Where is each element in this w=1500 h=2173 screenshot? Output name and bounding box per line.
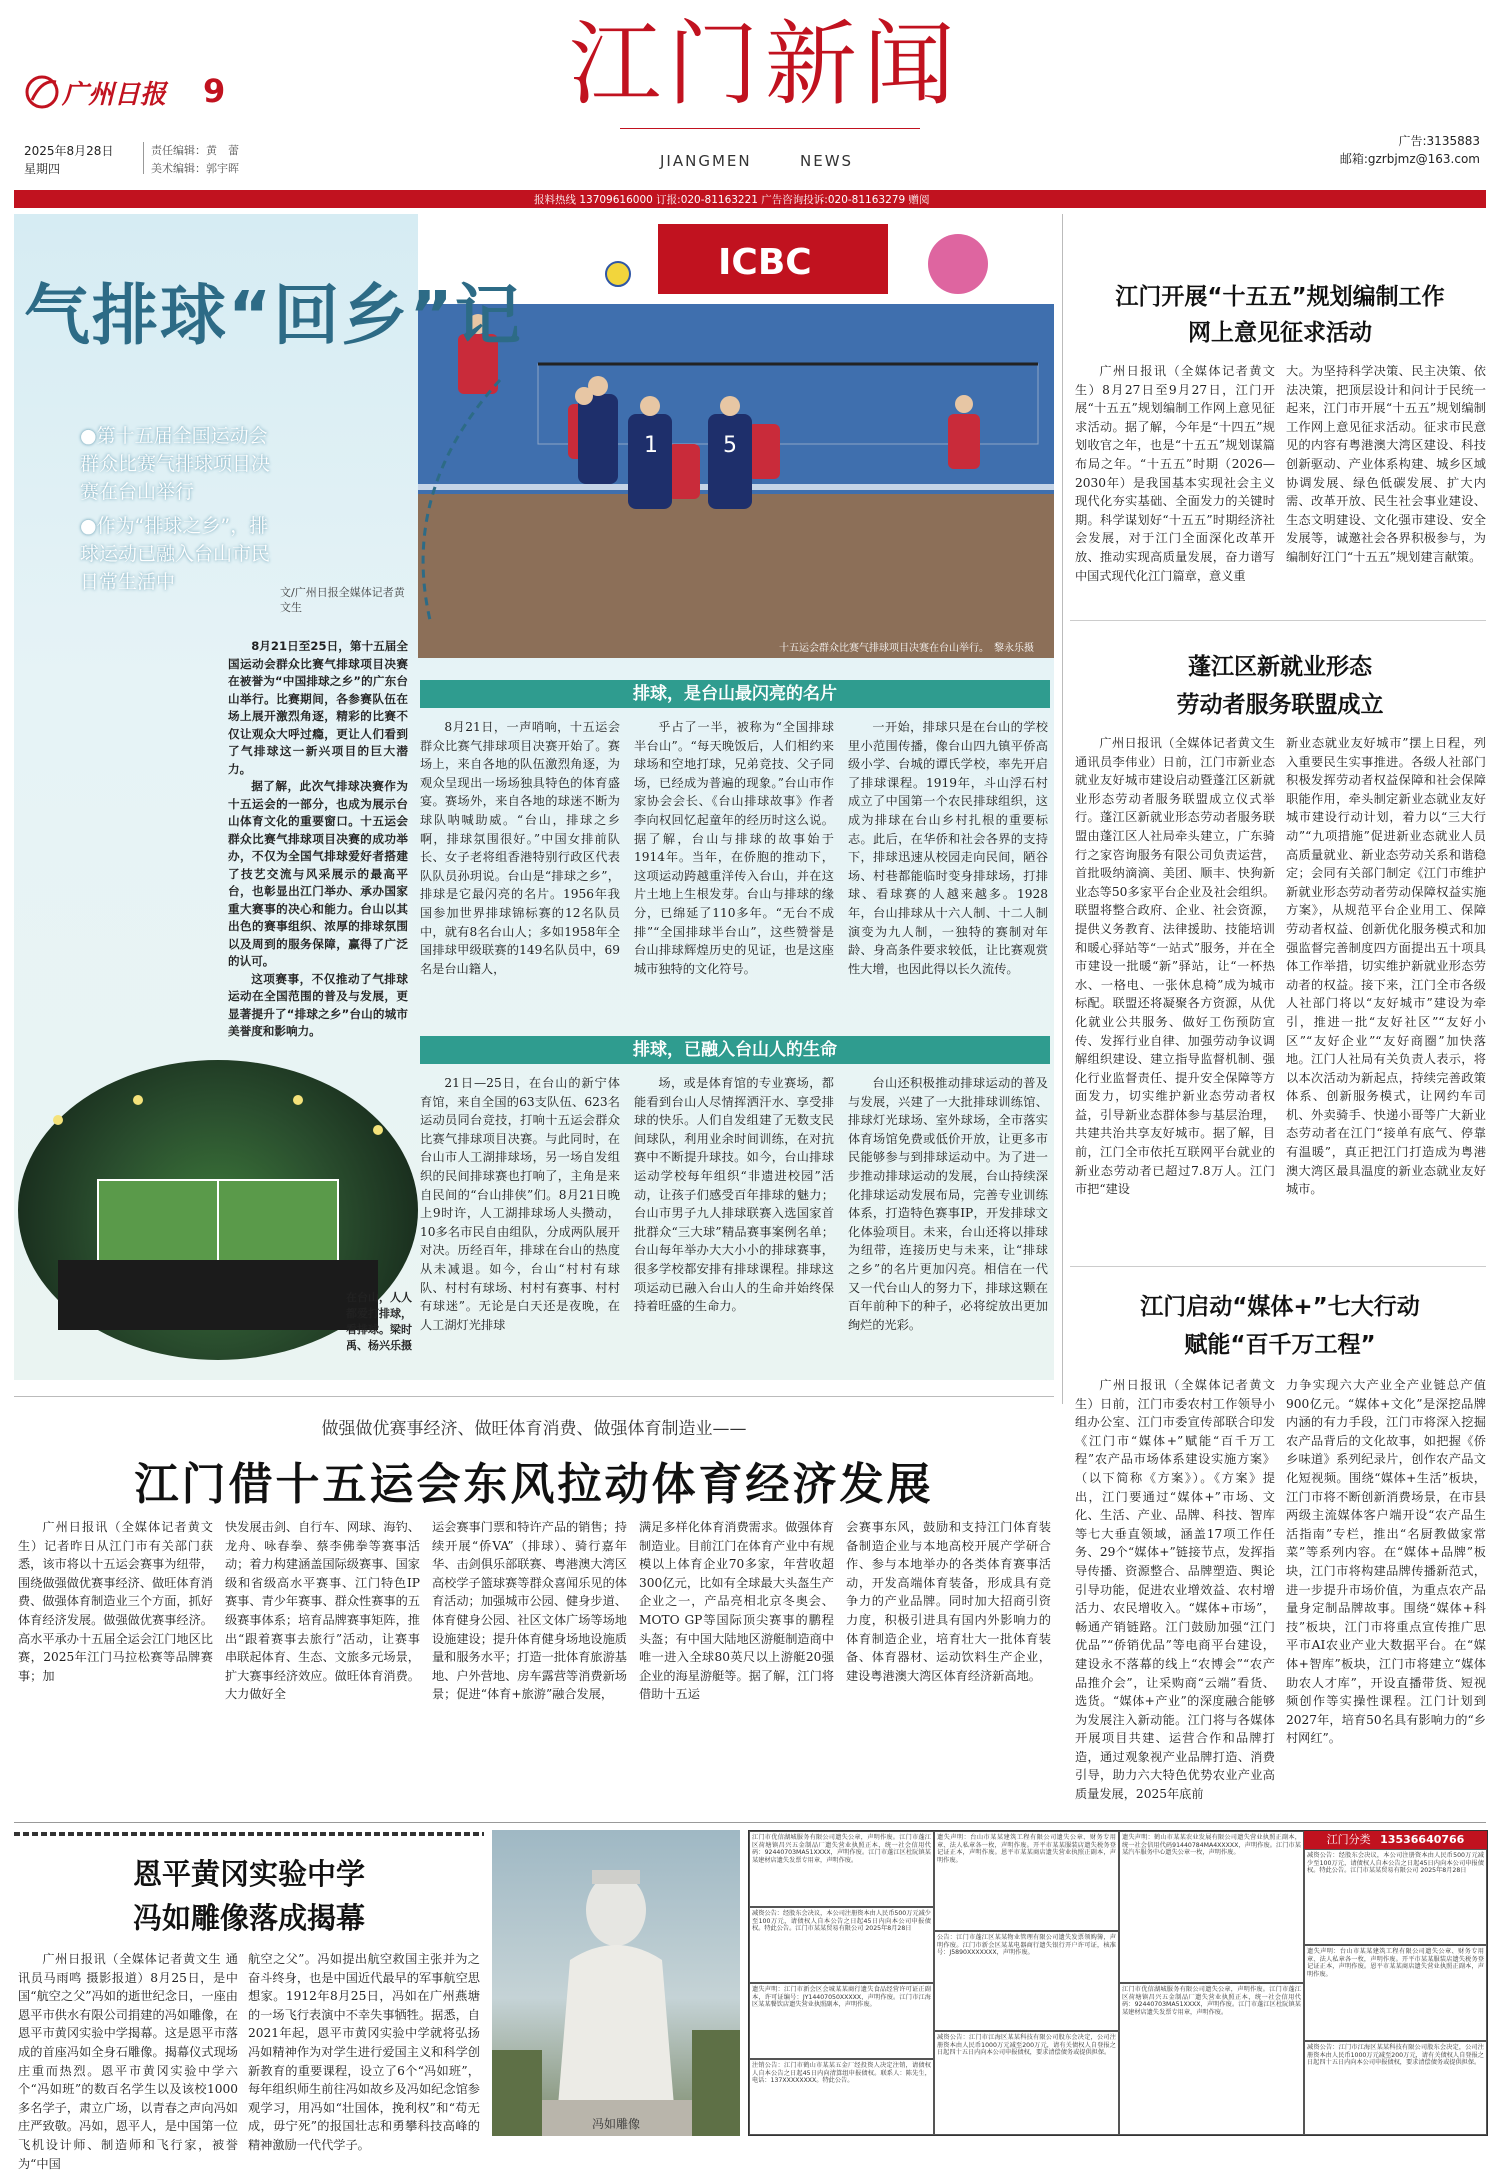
- statue-photo: [492, 1830, 740, 2136]
- hotline-text: 报料热线 13709616000 订报:020-81163221 广告咨询投诉:020-81163279 赠阅: [534, 194, 930, 206]
- section-divider-bottom: [14, 1822, 1486, 1823]
- statue-col-2: [248, 1950, 480, 2152]
- sports-col-4: [639, 1518, 834, 1806]
- classified-ad-7: 减资公告：江门市江海区某某科技有限公司股东会决定，公司注册资本由人民币1000万元减至200万元，请有关债权人自登报之日起四十五日内向本公司申报债权，要求清偿债务或提供担保。: [934, 2031, 1119, 2135]
- jersey-number-1: 1: [644, 433, 658, 458]
- feature-lead-para-3: 这项赛事，不仅推动了气排球运动在全国范围的普及与发展，更显著提升了“排球之乡”台山的城市美誉度和影响力。: [228, 971, 408, 1038]
- classified-ad-1: 江门市优信湖城服务有限公司遗失公章，声明作废。江门市蓬江区荷塘镇昌兴五金制品厂遗失营业执照正本，统一社会信用代码：92440703MA51XXXX，声明作废。江门市蓬江区杜阮镇某某建材店遗失发票专用章，声明作废。: [749, 1831, 934, 1907]
- classified-ad-5: 遗失声明：台山市某某建筑工程有限公司遗失公章、财务专用章、法人私章各一枚，声明作废。开平市某某服装店遗失税务登记证正本，声明作废。恩平市某某商店遗失营业执照正副本，声明作废。: [934, 1831, 1119, 1931]
- sub2-col-2: [634, 1074, 834, 1374]
- sports-col-2: [225, 1518, 420, 1806]
- section-divider-mid: [14, 1396, 1054, 1397]
- story-divider-1: [1070, 620, 1486, 621]
- feature-bullet-1: ●第十五届全国运动会群众比赛气排球项目决赛在台山举行: [80, 425, 271, 503]
- paper-logo: [22, 72, 212, 112]
- classifieds-block: [748, 1830, 1488, 2136]
- classified-ad-11: 遗失声明：台山市某某建筑工程有限公司遗失公章、财务专用章、法人私章各一枚，声明作废。开平市某某服装店遗失税务登记证正本，声明作废。恩平市某某商店遗失营业执照正副本，声明作废。: [1304, 1945, 1487, 2041]
- title-rule: [620, 128, 920, 129]
- classified-ad-10: 减资公告：经股东会决议，本公司注册资本由人民币500万元减少至100万元，请债权人自本公告之日起45日内向本公司申报债权。特此公告。江门市某某贸易有限公司 2025年8月28日: [1304, 1849, 1487, 1945]
- subhead-bar-1: [420, 680, 1050, 708]
- art-editor-line: 美术编辑：郭宇晖: [151, 162, 239, 175]
- sub1-col-3: [848, 718, 1048, 1038]
- labor-title-1: 蓬江区新就业形态: [1188, 654, 1372, 680]
- plan-col-2: [1286, 362, 1486, 602]
- media-text-1: 广州日报讯（全媒体记者黄文生）日前，江门市委农村工作领导小组办公室、江门市委宣传部联合印发《江门市“媒体+”赋能“百千万工程”农产品市场体系建设实施方案》（以下简称《方案》）。《方案》提出，江门要通过“媒体+”市场、文化、生活、产业、品牌、科技、智库等七大垂直领域，涵盖17项工作任务、29个“媒体+”链接节点，发挥指导传播、资源整合、品牌塑造、舆论引导功能，促进农业增效益、农村增活力、农民增收入。“媒体+市场”，畅通产销链路。江门鼓励加强“江门优品”“侨销优品”等电商平台建设，建设永不落幕的线上“农博会”“农产品推介会”，让采购商“云端”看货、选货。“媒体+产业”的深度融合能够为发展注入新动能。江门将与各媒体开展项目共建、运营合作和品牌打造，通过观象视产业品牌打造、消费引导，助力六大特色优势农业产业高质量发展，2025年底前: [1075, 1378, 1275, 1802]
- volleyball-ball: [606, 262, 630, 286]
- ad-phone: 广告:3135883: [1398, 134, 1480, 148]
- editor-line: 责任编辑：黄 蕾: [151, 144, 239, 157]
- plan-title-1: 江门开展“十五五”规划编制工作: [1115, 284, 1445, 310]
- plan-text-2: 大。为坚持科学决策、民主决策、依法决策，把顶层设计和问计于民统一起来，江门市开展“十五五”规划编制工作网上意见征求活动。征求市民意见的内容有粤港澳大湾区建设、科技创新驱动、产业体系构建、城乡区域协调发展、绿色低碳发展、扩大内需、改革开放、民生社会事业建设、生态文明建设、文化强市建设、安全发展等，诚邀社会各界积极参与，为编制好江门“十五五”规划建言献策。: [1286, 364, 1486, 564]
- editor-divider: [143, 142, 144, 174]
- section-title: 江门新闻: [568, 11, 961, 118]
- sponsor-banner-text: ICBC: [718, 242, 812, 283]
- plan-text-1: 广州日报讯（全媒体记者黄文生）8月27日至9月27日，江门开展“十五五”规划编制工作网上意见征求活动。据了解，今年是“十四五”规划收官之年，也是“十五五”规划谋篇布局之年。“十五五”时期（2026—2030年）是我国基本实现社会主义现代化夯实基础、全面发力的关键时期。科学谋划好“十五五”时期经济社会发展，对于江门全面深化改革开放、推动实现高质量发展，奋力谱写中国式现代化江门篇章，意义重: [1075, 364, 1275, 583]
- labor-col-1: [1075, 734, 1275, 1250]
- hotline-bar: [14, 190, 1486, 208]
- sub1-text-2: 乎占了一半，被称为“全国排球半台山”。“每天晚饭后，人们相约来球场和空地打球，兄弟竞技、父子同场，已经成为普遍的现象。”台山市作家协会会长、《台山排球故事》作者李向权回忆起童年的经历时这么说。据了解，台山与排球的故事始于1914年。当年，在侨胞的推动下，这项运动跨越重洋传入台山，并在这片土地上生根发芽。台山与排球的缘分，已绵延了110多年。“无台不成排”“全国排球半台山”，这些赞誉是台山排球辉煌历史的见证，也是这座城市独特的文化符号。: [634, 720, 834, 976]
- statue-text-2: 航空之父”。冯如提出航空救国主张并为之奋斗终身，也是中国近代最早的军事航空思想家。1912年8月25日，冯如在广州燕塘的一场飞行表演中不幸失事牺牲。据悉，自2021年起，恩平市黄冈实验中学就将弘扬冯如精神作为对学生进行爱国主义和科学创新教育的重要课程，设立了6个“冯如班”，每年组织师生前往冯如故乡及冯如纪念馆参观学习，用冯如“壮国体，挽利权”和“苟无成，毋宁死”的报国壮志和勇攀科技高峰的精神激励一代代学子。: [248, 1952, 480, 2152]
- feature-bullet-2: ●作为“排球之乡”，排球运动已融入台山市民日常生活中: [80, 515, 271, 593]
- labor-text-2: 新业态就业友好城市”摆上日程，列入重要民生实事推进。各级人社部门积极发挥劳动者权益保障和社会保障职能作用，牵头制定新业态就业友好城市建设行动计划，着力以“三大行动”“九项措施”促进新业态就业人员高质量就业、新业态劳动关系和谐稳定；会同有关部门制定《江门市维护新就业形态劳动者劳动保障权益实施方案》，从规范平台企业用工、保障劳动者权益、创新优化服务模式和加强监督完善制度四方面提出五十项具体工作举措，切实维护新就业形态劳动者的权益。接下来，江门全市各级人社部门将以“友好城市”建设为牵引，推进一批“友好社区”“友好小区”“友好企业”“友好商圈”加快落地。江门人社局有关负责人表示，将以本次活动为新起点，持续完善政策体系、创新服务模式，让网约车司机、外卖骑手、快递小哥等广大新业态劳动者在江门“接单有底气、停靠有温暖”，真正把江门打造成为粤港澳大湾区最具温度的新业态就业友好城市。: [1286, 736, 1486, 1197]
- labor-col-2: [1286, 734, 1486, 1250]
- issue-weekday: 星期四: [24, 162, 61, 176]
- sub1-col-1: [420, 718, 620, 1038]
- media-col-2: [1286, 1376, 1486, 1808]
- labor-title-2: 劳动者服务联盟成立: [1176, 692, 1384, 718]
- sub2-text-1: 21日—25日，在台山的新宁体育馆，来自全国的63支队伍、623名运动员同台竞技，打响十五运会群众比赛气排球项目决赛。与此同时，在台山市人工湖排球场，另一场自发组织的民间排球赛也打响了，主角是来自民间的“台山排侠”们。8月21日晚上9时许，人工湖排球场人头攒动，10多名市民自由组队，分成两队展开对决。历经百年，排球在台山的热度从未减退。如今，台山“村村有球队、村村有球场、村村有赛事、村村有球迷”。无论是白天还是夜晚，在人工湖灯光排球: [420, 1076, 620, 1332]
- media-title-2: 赋能“百千万工程”: [1184, 1332, 1376, 1358]
- classifieds-phone: 13536640766: [1380, 1833, 1465, 1846]
- classified-ad-12: 减资公告：江门市江海区某某科技有限公司股东会决定，公司注册资本由人民币1000万元减至200万元，请有关债权人自登报之日起四十五日内向本公司申报债权，要求清偿债务或提供担保。: [1304, 2041, 1487, 2135]
- jersey-number-5: 5: [723, 433, 737, 458]
- sub2-text-3: 台山还积极推动排球运动的普及与发展，兴建了一大批排球训练馆、排球灯光球场、室外球场，全市落实体育场馆免费或低价开放，让更多市民能够参与到排球运动中。为了进一步推动排球运动的发展，台山持续深化排球运动发展布局，完善专业训练体系，打造特色赛事IP，开发排球文化体验项目。未来，台山还将以排球为纽带，连接历史与未来，让“排球之乡”的名片更加闪亮。相信在一代又一代台山人的努力下，排球这颗在百年前种下的种子，必将绽放出更加绚烂的光彩。: [848, 1076, 1048, 1332]
- masthead: [0, 0, 1500, 206]
- feature-lead-para-1: 8月21日至25日，第十五届全国运动会群众比赛气排球项目决赛在被誉为“中国排球之乡”的广东台山举行。比赛期间，各参赛队伍在场上展开激烈角逐，精彩的比赛不仅让观众大呼过瘾，更让人们看到了气排球这一新兴项目的巨大潜力。: [228, 639, 408, 776]
- classified-ad-4: 注销公告：江门市鹤山市某某五金厂经投资人决定注销，请债权人自本公告之日起45日内向清算组申报债权。联系人：陈先生，电话：137XXXXXXXX。特此公告。: [749, 2059, 934, 2135]
- issue-date: 2025年8月28日: [24, 144, 114, 158]
- sports-text-5: 会赛事东风，鼓励和支持江门体育装备制造企业与本地高校开展产学研合作、参与本地举办的各类体育赛事活动，开发高端体育装备，形成具有竞争力的产业品牌。同时加大招商引资力度，积极引进具有国内外影响力的体育制造企业，培育壮大一批体育装备、体育器材、运动饮料生产企业，建设粤港澳大湾区体育经济新高地。: [846, 1520, 1051, 1683]
- statue-col-1: [18, 1950, 238, 2171]
- page-number: 9: [203, 72, 226, 110]
- photo-caption: 十五运会群众比赛气排球项目决赛在台山举行。 黎永乐摄: [779, 643, 1034, 654]
- statue-title-1: 恩平黄冈实验中学: [132, 1857, 365, 1891]
- media-title-1: 江门启动“媒体+”七大行动: [1140, 1294, 1420, 1320]
- night-photo-caption: 在台山，人人都爱打排球，看排球。梁时禹、杨兴乐摄: [346, 1291, 412, 1352]
- classified-ad-8: 遗失声明：鹤山市某某农业发展有限公司遗失营业执照正副本，统一社会信用代码91440784MA4XXXXX，声明作废。江门市某某汽车服务中心遗失公章一枚，声明作废。: [1119, 1831, 1304, 1983]
- subhead-bar-2: [420, 1036, 1050, 1064]
- sub2-text-2: 场，或是体育馆的专业赛场，都能看到台山人尽情挥洒汗水、享受排球的快乐。人们自发组建了无数支民间球队，利用业余时间训练，在对抗赛中不断提升球技。如今，台山排球运动学校每年组织“非遗进校园”活动，让孩子们感受百年排球的魅力；台山市男子九人排球联赛入选国家首批群众“三大球”精品赛事案例名单；台山每年举办大大小小的排球赛事，很多学校都安排有排球课程。排球这项运动已融入台山人的生命并始终保持着旺盛的生命力。: [634, 1076, 834, 1314]
- subhead-1: 排球，是台山最闪亮的名片: [633, 684, 837, 704]
- contact-email: 邮箱:gzrbjmz@163.com: [1339, 152, 1480, 166]
- sub2-col-3: [848, 1074, 1048, 1374]
- paper-logo-icon: [22, 74, 66, 110]
- sports-col-3: [432, 1518, 627, 1806]
- plan-col-1: [1075, 362, 1275, 602]
- sports-text-2: 快发展击剑、自行车、网球、海钓、龙舟、咏春拳、蔡李佛拳等赛事活动；着力构建涵盖国际级赛事、国家级和省级高水平赛事、江门特色IP赛事、青少年赛事、群众性赛事的五级赛事体系；培育品牌赛事矩阵，推出“跟着赛事去旅行”活动，让赛事串联起体育、生态、文旅多元场景，扩大赛事经济效应。做旺体育消费。大力做好全: [225, 1520, 420, 1702]
- media-text-2: 力争实现六大产业全产业链总产值900亿元。“媒体+文化”是深挖品牌内涵的有力手段，江门市将深入挖掘农产品背后的文化故事，如把握《侨乡味道》系列纪录片，创作农产品文化短视频。围绕“媒体+生活”板块，江门市将不断创新消费场景，在市县两级主流媒体客户端开设“农产品生活指南”专栏，推出“名厨教做家常菜”等系列内容。在“媒体+品牌”板块，江门市将构建品牌传播新范式，进一步提升市场价值，为重点农产品量身定制品牌故事。围绕“媒体+科技”板块，江门市将重点宣传推广思平市AI农业产业大数据平台。在“媒体+智库”板块，江门市将建立“媒体助农人才库”，开设直播带货、短视频创作等实操性课程。江门计划到2027年，培育50名具有影响力的“乡村网红”。: [1286, 1378, 1486, 1746]
- sports-title: 江门借十五运会东风拉动体育经济发展: [134, 1459, 934, 1510]
- sports-text-3: 运会赛事门票和特许产品的销售；持续开展“侨VA”（排球）、骑行嘉年华、击剑俱乐部联赛、粤港澳大湾区高校学子篮球赛等群众喜闻乐见的体育活动；加强城市公园、健身步道、体育健身公园、社区文体广场等场地设施建设；提升体育健身场地设施质量和服务水平；打造一批体育旅游基地、户外营地、房车露营等消费新场景；促进“体育+旅游”融合发展，: [432, 1520, 627, 1702]
- feature-title: 气排球“回乡”记: [24, 277, 523, 354]
- sports-kicker: 做强做优赛事经济、做旺体育消费、做强体育制造业——: [321, 1419, 747, 1439]
- statue-text-1: 广州日报讯（全媒体记者黄文生 通讯员马雨鸣 摄影报道）8月25日，是中国“航空之父”冯如的逝世纪念日，一座由恩平市供水有限公司捐建的冯如雕像，在恩平市黄冈实验中学揭幕。这是恩平市落成的首座冯如全身石雕像。揭幕仪式现场庄重而热烈。恩平市黄冈实验中学六个“冯如班”的数百名学生以及该校1000多名学子，肃立广场，以青春之声向冯如庄严致敬。冯如，恩平人，是中国第一位飞机设计师、制造师和飞行家，被誉为“中国: [18, 1952, 238, 2171]
- sports-col-1: [18, 1518, 213, 1806]
- statue-title-2: 冯如雕像落成揭幕: [132, 1901, 365, 1935]
- classified-ad-9: 江门市优信湖城服务有限公司遗失公章，声明作废。江门市蓬江区荷塘镇昌兴五金制品厂遗失营业执照正本，统一社会信用代码：92440703MA51XXXX，声明作废。江门市蓬江区杜阮镇某某建材店遗失发票专用章，声明作废。: [1119, 1983, 1304, 2135]
- subhead-2: 排球，已融入台山人的生命: [633, 1040, 837, 1060]
- statue-label: 冯如雕像: [591, 2117, 640, 2131]
- media-col-1: [1075, 1376, 1275, 1808]
- paper-logo-text: 广州日报: [62, 80, 167, 110]
- labor-text-1: 广州日报讯（全媒体记者黄文生 通讯员李伟业）日前，江门市新业态就业友好城市建设启动暨蓬江区新就业形态劳动者服务联盟成立仪式举行。蓬江区新就业形态劳动者服务联盟由蓬江区人社局牵头建立，广东骑行之家咨询服务有限公司负责运营，首批吸纳滴滴、美团、顺丰、快狗新业态等50多家平台企业及社会组织。联盟将整合政府、企业、社会资源，提供义务教育、法律援助、技能培训和暖心驿站等“一站式”服务，并在全市建设一批暖“新”驿站，让“一杯热水、一格电、一张休息椅”成为城市标配。联盟还将凝聚各方资源，从优化就业公共服务、做好工伤预防宣传、发挥行业自律、加强劳动争议调解组织建设、建立指导监督机制、强化行业监督责任、提升安全保障等方面发力，切实维护新业态劳动者权益，引导新业态群体参与基层治理，共建共治共享友好城市。据了解，目前，江门全市依托互联网平台就业的新业态劳动者已超过7.8万人。江门市把“建设: [1075, 736, 1275, 1197]
- right-column-divider: [1062, 214, 1063, 1404]
- classified-ad-3: 遗失声明：江门市新会区会城某某商行遗失食品经营许可证正副本，许可证编号：JY14407050XXXXX，声明作废。江门市江海区某某餐饮店遗失营业执照副本，声明作废。: [749, 1983, 934, 2059]
- sub1-text-1: 8月21日，一声哨响，十五运会群众比赛气排球项目决赛开始了。赛场上，来自各地的队伍激烈角逐，为观众呈现出一场场独具特色的体育盛宴。赛场外，来自各地的球迷不断为球队呐喊助威。“台山，排球之乡啊，排球氛围很好。”中国女排前队长、女子老将组香港特别行政区代表队队员孙玥说。台山是“排球之乡”，排球是它最闪亮的名片。1956年我国参加世界排球锦标赛的12名队员中，就有8名台山人；多如1958年全国排球甲级联赛的149名队员中，69名是台山籍人，: [420, 720, 620, 976]
- sports-text-1: 广州日报讯（全媒体记者黄文生）记者昨日从江门市有关部门获悉，该市将以十五运会赛事为纽带，围绕做强做优赛事经济、做旺体育消费、做强体育制造业三个方面，抓好体育经济发展。做强做优赛事经济。高水平承办十五届全运会江门地区比赛，2025年江门马拉松赛等品牌赛事；加: [18, 1520, 213, 1683]
- classified-ad-6: 公告：江门市蓬江区某某物业管理有限公司遗失发票领购簿，声明作废。江门市新会区某某电器商行遗失银行开户许可证，核准号：J5890XXXXXXX，声明作废。: [934, 1931, 1119, 2031]
- section-pinyin-right: NEWS: [800, 152, 854, 170]
- story-divider-2: [1070, 1266, 1486, 1267]
- section-pinyin-left: JIANGMEN: [660, 152, 752, 170]
- classifieds-header-label: 江门分类: [1326, 1833, 1371, 1846]
- statue-title-rule: [14, 1832, 484, 1836]
- feature-byline: 文/广州日报全媒体记者黄文生: [280, 586, 405, 614]
- feature-lead-para-2: 据了解，此次气排球决赛作为十五运会的一部分，也成为展示台山体育文化的重要窗口。十五运会群众比赛气排球项目决赛的成功举办，不仅为全国气排球爱好者搭建了技艺交流与风采展示的最高平台，也彰显出江门举办、承办国家重大赛事的决心和能力。台山以其出色的赛事组织、浓厚的排球氛围以及周到的服务保障，赢得了广泛的认可。: [228, 779, 408, 968]
- sub2-col-1: [420, 1074, 620, 1374]
- classified-ad-2: 减资公告：经股东会决议，本公司注册资本由人民币500万元减少至100万元，请债权人自本公告之日起45日内向本公司申报债权。特此公告。江门市某某贸易有限公司 2025年8月28日: [749, 1907, 934, 1983]
- sub1-col-2: [634, 718, 834, 1038]
- sports-col-5: [846, 1518, 1051, 1806]
- sub1-text-3: 一开始，排球只是在台山的学校里小范围传播，像台山四九镇平侨高级小学、台城的谭氏学校，率先开启了排球课程。1919年，斗山浮石村成立了中国第一个农民排球组织，这成为排球在台山乡村扎根的重要标志。此后，在华侨和社会各界的支持下，排球迅速从校园走向民间，陋谷场、村巷都能临时变身排球场，打排球、看球赛的人越来越多。1928年，台山排球从十六人制、十二人制演变为九人制，一独特的赛制对年龄、身高条件要求较低，让比赛观赏性大增，也因此得以长久流传。: [848, 720, 1048, 976]
- classifieds-header: [1304, 1831, 1487, 1849]
- statue-svg: [492, 1830, 740, 2136]
- sports-text-4: 满足多样化体育消费需求。做强体育制造业。目前江门在体育产业中有规模以上体育企业70多家，年营收超300亿元，比如有全球最大头盔生产企业之一，产品亮相北京冬奥会、MOTO GP等国际顶尖赛事的鹏程头盔；有中国大陆地区游艇制造商中唯一进入全球80英尺以上游艇20强企业的海星游艇等。据了解，江门将借助十五运: [639, 1520, 834, 1702]
- plan-title-2: 网上意见征求活动: [1188, 320, 1372, 346]
